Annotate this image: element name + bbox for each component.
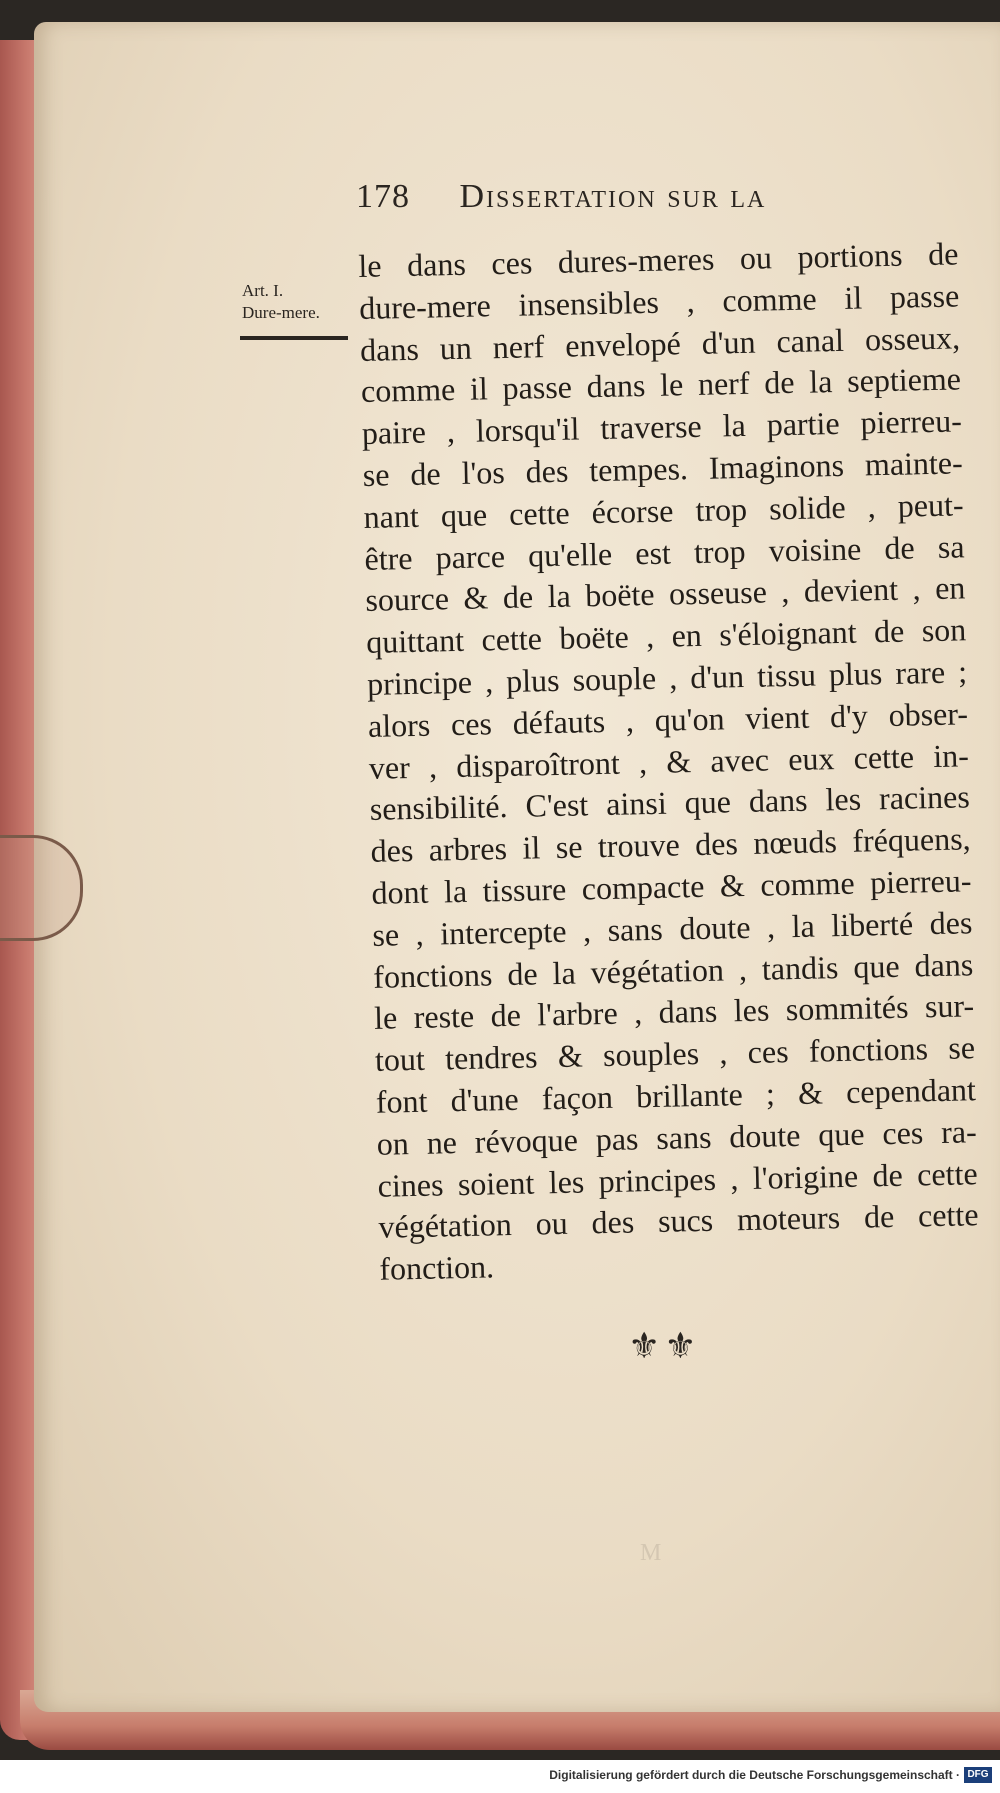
body-text [358,233,980,1290]
text-line: quittant cette boëte , en s'éloignant de son [365,611,967,661]
text-line: le reste de l'arbre , dans les sommités sur- [373,987,975,1037]
text-line: on ne révoque pas sans doute que ces ra- [376,1112,978,1162]
bleed-through-signature: M [640,1540,662,1566]
text-line: sensibilité. C'est ainsi que dans les racines [369,778,971,828]
text-line: tout tendres & souples , ces fonctions se [374,1029,976,1078]
text-line: dont la tissure compacte & comme pierreu- [371,862,972,911]
margin-note [242,280,320,324]
text-line: dans un nerf envelopé d'un canal osseux, [359,319,961,368]
text-line: ver , disparoîtront , & avec eux cette in- [368,736,970,786]
text-line: dure-mere insensibles , comme il passe [358,277,960,326]
text-line: fonction. [379,1248,495,1287]
text-line: cines soient les principes , l'origine de cette [377,1154,978,1204]
text-line: végétation ou des sucs moteurs de cette [378,1196,979,1246]
text-line: des arbres il se trouve des nœuds fréquens, [370,820,971,870]
footer-credit: Digitalisierung gefördert durch die Deutsche Forschungsgemeinschaft · [549,1768,960,1782]
ornament-fleurons: ⚜⚜ [628,1326,701,1366]
margin-note-topic: Dure-mere. [242,303,320,322]
text-line: le dans ces dures-meres ou portions de [358,235,959,284]
footer-bar [0,1760,1000,1793]
margin-note-article: Art. I. [242,281,284,300]
text-line: comme il passe dans le nerf de la septieme [360,360,962,410]
text-line: alors ces défauts , qu'on vient d'y obser- [367,695,969,744]
text-line: nant que cette écorse trop solide , peut- [363,486,964,535]
margin-rule [240,336,348,340]
text-line: principe , plus souple , d'un tissu plus rare ; [366,653,968,702]
text-line: fonctions de la végétation , tandis que dans [372,945,974,995]
text-line: font d'une façon brillante ; & cependant [375,1071,977,1120]
running-title: Dissertation sur la [459,178,767,215]
text-line: source & de la boëte osseuse , devient , en [365,569,966,619]
text-line: paire , lorsqu'il traverse la partie pierreu- [361,402,963,452]
page-header [356,178,766,216]
text-line: se de l'os des tempes. Imaginons mainte- [362,444,964,493]
text-line: se , intercepte , sans doute , la liberté des [372,904,973,953]
page-number: 178 [356,178,410,215]
text-line: être parce qu'elle est trop voisine de sa [364,527,965,577]
dfg-logo: DFG [964,1767,992,1783]
